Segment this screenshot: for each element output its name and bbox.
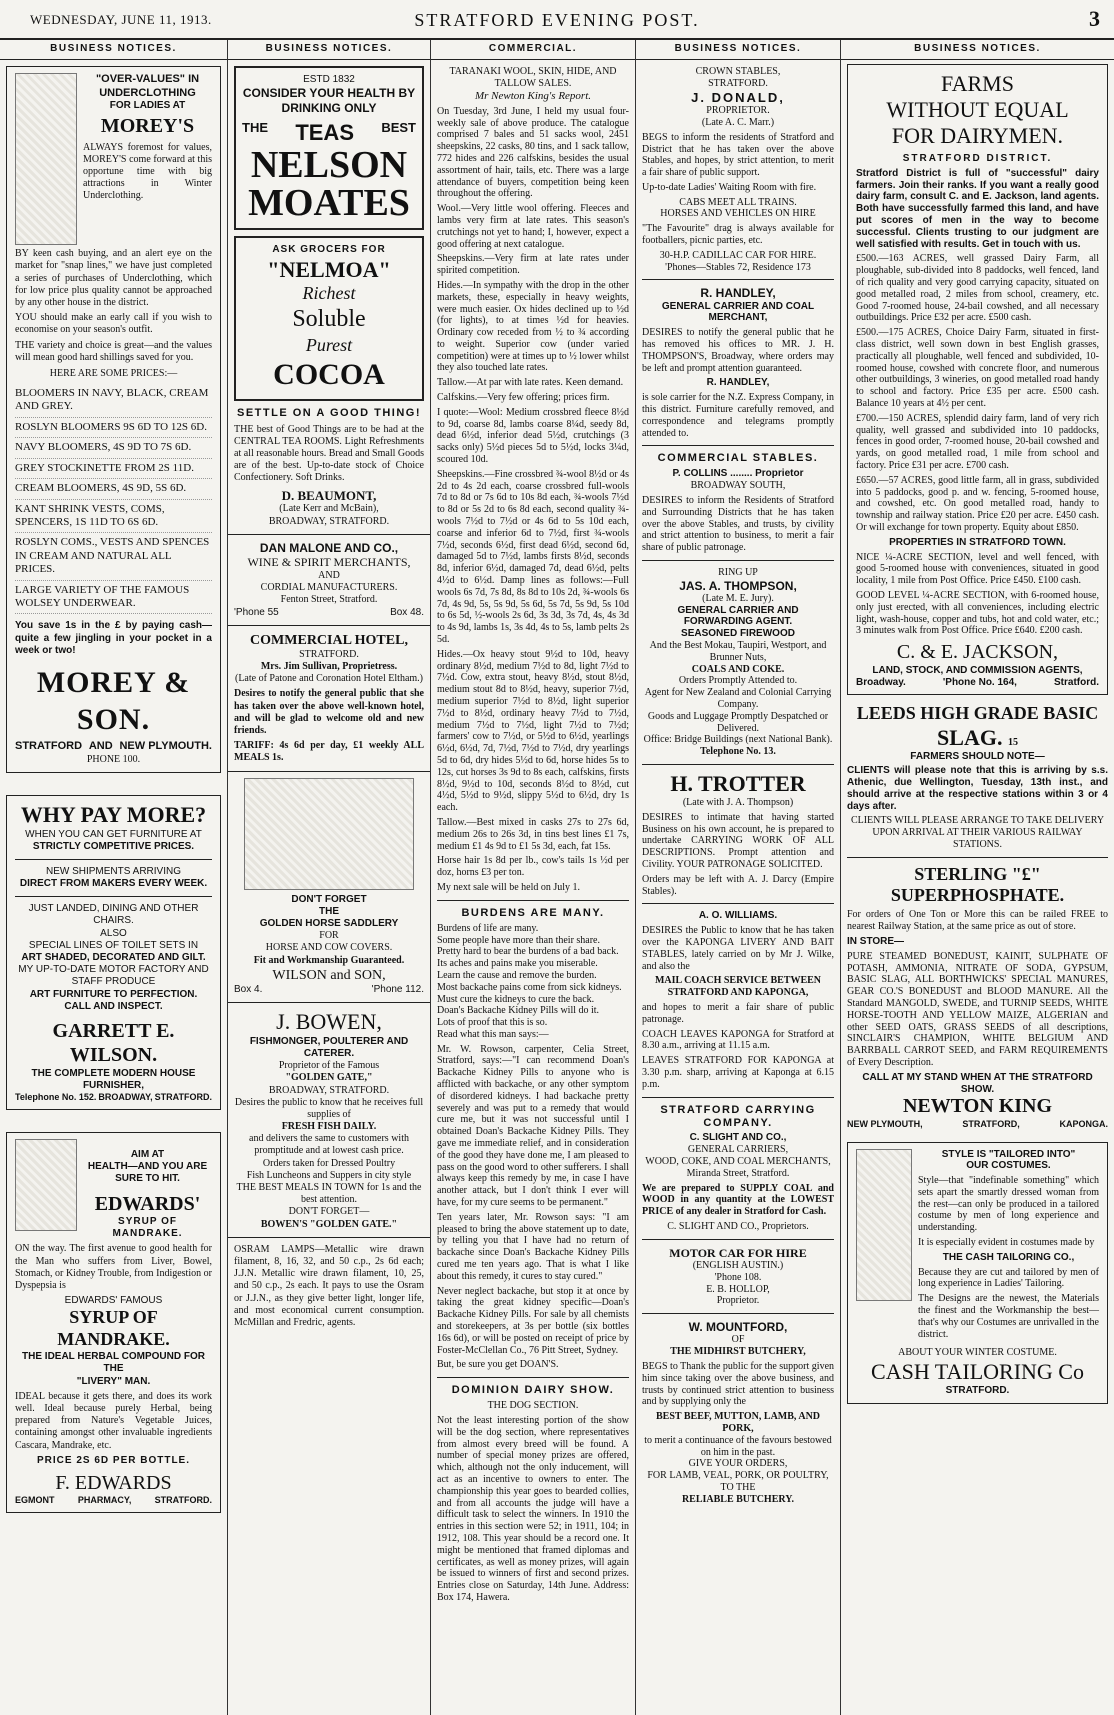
trotter-late: (Late with J. A. Thompson) xyxy=(682,797,794,808)
nelson-moates-tea-advert xyxy=(234,66,424,230)
morey-save-line: You save 1s in the £ by paying cash—quite a few jingling in your pocket in a week or two! xyxy=(15,620,212,656)
location: STRATFORD, xyxy=(962,1118,1020,1129)
thompson-ring: RING UP xyxy=(718,566,758,578)
saddlery-line: THE xyxy=(319,905,339,917)
settle-para: THE best of Good Things are to be had at the CENTRAL TEA ROOMS. Light Refreshments at all reasonable hours. Bread and Small Goods are of the best. Up-to-date stock of Choice Confectionery. Soft Drinks. xyxy=(234,423,424,484)
wool-para: Sheepskins.—Fine crossbred ¾-wool 8½d or 4s 2d to 4s 2d each, coarse crossbred full-wools 7d to 8d or 7s 6d to 10s 8d each, ¾-wools 7½d to 8d or 5s 2d to 6s 8d each, second quality ¾-wools 7½d to 7½d or 4s 6d to 5s 10d each, coarse and inferior 6d to 7½d, first ¾-wools 7½d, seconds 6½d, first dead 6½d, second 6d, damaged 5d to 7½d, lambs firsts 8½d, seconds 8d, inferior 6½d, damaged 7d, dead 6½d, pelts 4½d to 6½d. Damp lines as follows:—Full wools 6s 7d, 7s 8d, 8s 8d to 10s 2d, ¾-wools 6s 7d, 4s 9d, 5s, 5s 9d, 5s 6d, 5s 7d, 5s 9d, 5s 10d to 6s 5d, ½-wools 2s 6d, 3s 3d, 3s 7d, 4s, 4s 3d to 4s 9d, lambs 1s, 3s 4d, 4s to 5s, lamb pelts 2s 5d. xyxy=(437,468,629,646)
handley-name-2: R. HANDLEY, xyxy=(706,377,770,389)
jackson-firm: C. & E. JACKSON, xyxy=(896,641,1059,664)
farms-props-heading: PROPERTIES IN STRATFORD TOWN. xyxy=(889,536,1066,548)
bowen-dont: DON'T FORGET— xyxy=(288,1206,370,1218)
column-4 xyxy=(636,40,840,1715)
malone-phone: 'Phone 55 xyxy=(234,606,279,618)
edwards-para-2: IDEAL because it gets there, and does its work well. Ideal because purely Herbal, being prepared from Nature's Vegetable Juices, containing amongst other invaluable ingredients Cascara, Mandrake, etc. xyxy=(15,1390,212,1451)
paper-title: STRATFORD EVENING POST. xyxy=(414,10,700,30)
slag-para-1: CLIENTS will please note that this is arriving by s.s. Athenic, due Wellington, Tuesday, 13th inst., and should arrive at the respective stations within 3 or 4 days after. xyxy=(847,765,1108,812)
wool-para: Hides.—Ox heavy stout 9½d to 10d, heavy ordinary 8½d, medium 7½d to 8d, light 7½d to 7½d. Cow, extra stout, heavy 8½d, stout 8½d, medium stout 8d to 8½d, heavy, superior 7½d, medium superior 7½d to 8½d, light superior 7½d to 8½d, ordinary heavy 7½d to 7½d, medium 7½d to 7½d, light 7½d to 7½d; farmers' cow to 7½d, or 5½d to 6½d, yearlings 6½d, 6½d, 7d, 7½d, 7½d to 7½d, dry yearlings 5d to 6d, dry hides 5½d to 6d, horse hides 5s to 12s, cut horses 3s 9d to 8s each, calfskins, firsts 8½d, 9½d to 10d, seconds 8½d to 8½d, cut 4½d, 5½d to 9½d, slippy 5½d to 6½d, dry 1s each. xyxy=(437,648,629,814)
wool-para: My next sale will be held on July 1. xyxy=(437,881,581,893)
farms-advert xyxy=(847,64,1108,695)
cash-town: STRATFORD. xyxy=(945,1385,1010,1397)
price-item: ROSLYN COMS., VESTS AND SPENCES IN CREAM AND NATURAL ALL PRICES. xyxy=(15,533,212,580)
farm-item: £500.—175 ACRES, Choice Dairy Farm, situated in first-class district, well sown down in best English grasses, practically all ploughable, well fenced and subdivided, 10-roomed house, cowshed with concrete floor, and numerous other outbuildings, 3 wineries, on good metalled road handy to school and factory. Price £35 per acre. £500 cash. Balance 10 years at 4½ per cent. xyxy=(856,327,1099,409)
column-3 xyxy=(431,40,635,1715)
handley-trade: GENERAL CARRIER AND COAL MERCHANT, xyxy=(661,300,815,324)
garrett-line: WHEN YOU CAN GET FURNITURE AT xyxy=(25,828,202,840)
tea-ring-text: CONSIDER YOUR HEALTH BY DRINKING ONLY xyxy=(242,86,416,115)
garrett-line: ART SHADED, DECORATED AND GILT. xyxy=(21,952,206,964)
farms-heading-3: FOR DAIRYMEN. xyxy=(891,123,1064,149)
morey-heading-3: FOR LADIES AT xyxy=(109,100,186,111)
trotter-orders: Orders may be left with A. J. Darcy (Empire Stables). xyxy=(642,873,834,897)
garrett-line: DIRECT FROM MAKERS EVERY WEEK. xyxy=(19,878,208,890)
slight-para: We are prepared to SUPPLY COAL and WOOD in any quantity at the LOWEST PRICE of any dealer in Stratford for Cash. xyxy=(642,1182,834,1218)
malone-name: DAN MALONE AND CO., xyxy=(259,540,399,555)
newton-king-advert xyxy=(841,703,1114,1129)
tea-moates: MOATES xyxy=(248,182,410,225)
morey-heading-1: "OVER-VALUES" IN xyxy=(95,73,200,86)
edwards-name: EDWARDS' xyxy=(94,1192,201,1215)
beaumont-addr: BROADWAY, STRATFORD. xyxy=(268,515,390,527)
garrett-line: CALL AND INSPECT. xyxy=(64,1000,163,1012)
slag-percent: 15 xyxy=(1007,736,1018,748)
burdens-later: Ten years later, Mr. Rowson says: "I am pleased to bring the above statement up to date, by telling you that I have had no return of backache since Doan's Backache Kidney Pills cured me ten years ago. That is what I like about this remedy, it cures to stay cured." xyxy=(437,1211,629,1282)
williams-mail: MAIL COACH SERVICE BETWEEN STRATFORD AND KAPONGA, xyxy=(654,975,822,999)
location: KAPONGA. xyxy=(1059,1118,1108,1129)
burdens-lines xyxy=(437,923,629,1041)
town-property: GOOD LEVEL ¼-ACRE SECTION, with 6-roomed house, only just erected, with all conveniences, including electric light, wash-house, copper and tubs, hot and cold water, etc.; 3 minutes walk from Post Office. Price £640. £200 cash. xyxy=(856,589,1099,637)
burden-line: Most backache pains come from sick kidneys. xyxy=(437,981,622,993)
dairy-heading: DOMINION DAIRY SHOW. xyxy=(451,1384,615,1397)
motor-name: E. B. HOLLOP, xyxy=(706,1283,770,1295)
bowen-advert xyxy=(228,1009,430,1231)
garrett-line: STRICTLY COMPETITIVE PRICES. xyxy=(32,840,195,852)
location: STRATFORD xyxy=(15,740,83,753)
morey-advert xyxy=(6,66,221,773)
morey-firm-name: MOREY & SON. xyxy=(36,665,191,736)
slight-addr: Miranda Street, Stratford. xyxy=(686,1167,790,1179)
hotel-tariff: TARIFF: 4s 6d per day, £1 weekly ALL MEALS 1s. xyxy=(234,740,424,764)
commercial-hotel-advert xyxy=(228,632,430,765)
bowen-name: J. BOWEN, xyxy=(276,1008,382,1034)
tea-best: BEST xyxy=(381,119,416,135)
wool-para: Wool.—Very little wool offering. Fleeces and lambs very firm at late rates. This season's crutchings not yet to hand; I, however, expect a good offering at next catalogue. xyxy=(437,203,629,250)
trotter-name: H. TROTTER xyxy=(670,771,806,797)
beaumont-advert xyxy=(228,407,430,528)
williams-para-2: and hopes to merit a fair share of public patronage. xyxy=(642,1001,834,1025)
hotel-town: STRATFORD. xyxy=(299,648,359,660)
bowen-prop: Proprietor of the Famous xyxy=(278,1060,380,1072)
williams-coach-2: LEAVES STRATFORD FOR KAPONGA at 3.30 p.m. sharp, arriving at Kaponga at 6.15 p.m. xyxy=(642,1055,834,1090)
wool-para: Tallow.—Best mixed in casks 27s to 27s 6d, medium 26s to 26s 3d, in tins best lines £1 7s, medium £1 4s 9d to £1 5s 3d, each, fat 15s. xyxy=(437,816,629,852)
saddlery-line: FOR xyxy=(319,930,339,942)
mountford-for: FOR LAMB, VEAL, PORK, OR POULTRY, TO THE xyxy=(647,1470,829,1493)
price-item: ROSLYN BLOOMERS 9S 6D TO 12S 6D. xyxy=(15,418,212,438)
wool-para: Calfskins.—Very few offering; prices firm. xyxy=(437,392,610,404)
bowen-desires: Desires the public to know that he receives full supplies of xyxy=(234,1096,424,1120)
newton-king-locations xyxy=(847,1119,1108,1130)
farms-heading-2: WITHOUT EQUAL xyxy=(886,97,1069,123)
column-header: BUSINESS NOTICES. xyxy=(228,40,430,60)
tea-nelson: NELSON xyxy=(250,144,408,187)
morey-para-1: ALWAYS foremost for values, MOREY'S come forward at this opportune time with big attractions in Winter Underclothing. xyxy=(83,141,212,202)
saddlery-box: Box 4. xyxy=(234,983,263,995)
mountford-title: THE MIDHIRST BUTCHERY, xyxy=(670,1346,806,1358)
location: NEW PLYMOUTH, xyxy=(847,1118,923,1129)
mountford-give: GIVE YOUR ORDERS, xyxy=(688,1458,788,1470)
lady-costume-illustration xyxy=(856,1149,912,1301)
column-header: BUSINESS NOTICES. xyxy=(841,40,1114,60)
wool-para: Sheepskins.—Very firm at late rates under spirited competition. xyxy=(437,253,629,277)
crown-town: STRATFORD. xyxy=(708,77,768,89)
crown-room: Up-to-date Ladies' Waiting Room with fire. xyxy=(642,181,817,193)
garrett-contact xyxy=(15,1092,212,1103)
burden-line: Its aches and pains make you miserable. xyxy=(437,958,598,970)
thompson-late: (Late M. E. Jury). xyxy=(702,592,774,604)
cash-tailoring-advert xyxy=(847,1142,1108,1405)
town: STRATFORD. xyxy=(154,1092,212,1103)
cash-about: ABOUT YOUR WINTER COSTUME. xyxy=(898,1347,1057,1359)
handley-para-2: is sole carrier for the N.Z. Express Company, in this district. Furniture carefully removed, and correspondence and telegrams promptly attended to. xyxy=(642,392,834,439)
garrett-line: NEW SHIPMENTS ARRIVING xyxy=(45,865,181,877)
edwards-aim: AIM AT xyxy=(130,1149,165,1161)
thompson-agent: Agent for New Zealand and Colonial Carrying Company. xyxy=(644,687,832,711)
garrett-wilson-advert xyxy=(6,795,221,1110)
osram-advert: OSRAM LAMPS—Metallic wire drawn filament, 8, 16, 32, and 50 c.p., 2s 6d each; J.J.N. Metallic wire drawn filament, 10, 25, and 50 c.p., 2s each. It pays to use the Osram or J.J.N., as they give better light, longer life, and most economical current consumption. McMillan and Fredric, agents. xyxy=(234,1243,424,1328)
price-item: NAVY BLOOMERS, 4S 9D TO 7S 6D. xyxy=(15,438,212,458)
cocoa-richest: Richest xyxy=(302,283,356,304)
why-pay-more-heading: WHY PAY MORE? xyxy=(20,801,207,827)
edwards-ideal: THE IDEAL HERBAL COMPOUND FOR THE xyxy=(22,1351,205,1375)
hunter-illustration xyxy=(15,1139,77,1231)
jackson-trade: LAND, STOCK, AND COMMISSION AGENTS, xyxy=(872,664,1083,676)
thompson-goods: Goods and Luggage Promptly Despatched or Delivered. xyxy=(647,710,829,734)
crown-para: BEGS to inform the residents of Stratford and District that he has taken over the above Stables, and hopes, by strict attention, to merit a fair share of public support. xyxy=(642,131,834,179)
farms-intro: Stratford District is full of "successful" dairy farmers. Join their ranks. If you want a really good dairy farm, consult C. and E. Jackson, land agents. Both have successfully farmed this land, and have put scores of men in the way to become successful. Clients trusting to our judgment are well satisfied with results. Get in touch with us. xyxy=(856,167,1099,250)
bowen-trade: FISHMONGER, POULTERER AND CATERER. xyxy=(249,1035,409,1059)
slag-farmers: FARMERS SHOULD NOTE— xyxy=(910,750,1045,762)
burden-line: Learn the cause and remove the burden. xyxy=(437,969,597,981)
beaumont-late: (Late Kerr and McBain), xyxy=(279,503,379,515)
morey-heading-4: MOREY'S xyxy=(100,115,195,138)
tea-teas: TEAS xyxy=(295,119,354,145)
garrett-tagline: THE COMPLETE MODERN HOUSE FURNISHER, xyxy=(31,1067,196,1091)
call-at-stand: CALL AT MY STAND WHEN AT THE STRATFORD SHOW. xyxy=(862,1071,1093,1095)
cocoa-soluble: Soluble xyxy=(292,306,366,333)
mountford-para: BEGS to Thank the public for the support given him since taking over the above business, and trusts by continued strict attention to business and by supplying only the xyxy=(642,1360,835,1408)
wool-para: On Tuesday, 3rd June, I held my usual four-weekly sale of above produce. The catalogue comprised 7 bales and 51 sacks wool, 2451 sheepskins, 22 casks, 80 tins, and 1 sack tallow, 772 hides and 226 calfskins, besides the usual assortment of hair, tails, etc. There was a large attendance of buyers, competition being keen throughout the offering. xyxy=(437,105,629,200)
bowen-gate: BOWEN'S "GOLDEN GATE." xyxy=(260,1218,398,1230)
thompson-coke: COALS AND COKE. xyxy=(691,663,785,675)
commercial-stables-heading: COMMERCIAL STABLES. xyxy=(657,452,819,465)
hotel-late: (Late of Patone and Coronation Hotel Eltham.) xyxy=(234,673,423,685)
morey-phone: PHONE 100. xyxy=(86,753,141,765)
tea-the: THE xyxy=(242,119,268,135)
handley-para: DESIRES to notify the general public that he has removed his offices to MR. J. H. THOMPSON'S, Broadway, where orders may be left and prompt attention guaranteed. xyxy=(642,327,834,374)
motor-heading: MOTOR CAR FOR HIRE xyxy=(669,1245,807,1260)
cocoa-word: COCOA xyxy=(273,357,385,391)
sterling-heading: STERLING "£" xyxy=(914,863,1041,884)
burden-line: Must cure the kidneys to cure the back. xyxy=(437,993,595,1005)
burden-line: Doan's Backache Kidney Pills will do it. xyxy=(437,1005,600,1017)
cash-para-1: Style—that "indefinable something" which sets apart the smartly dressed woman from the rest—can only be produced in a tailored costume by men of long experience and understanding. xyxy=(918,1175,1099,1234)
garrett-line: MY UP-TO-DATE MOTOR FACTORY AND STAFF PRODUCE xyxy=(18,964,209,988)
cash-para-2: It is especially evident in costumes made by xyxy=(918,1237,1095,1249)
saddlery-line: GOLDEN HORSE SADDLERY xyxy=(259,917,399,929)
thompson-orders: Orders Promptly Attended to. xyxy=(678,675,798,687)
edwards-advert xyxy=(6,1132,221,1513)
crown-title: CROWN STABLES, xyxy=(695,66,781,78)
morey-para-4: THE variety and choice is great—and the values will mean good hard shillings saved for you. xyxy=(15,339,212,363)
jackson-contact xyxy=(856,677,1099,689)
garrett-line: ART FURNITURE TO PERFECTION. xyxy=(29,988,198,1000)
saddlery-line: DON'T FORGET xyxy=(291,893,367,905)
hotel-proprietress: Mrs. Jim Sullivan, Proprietress. xyxy=(260,661,398,673)
bowen-fish: FRESH FISH DAILY. xyxy=(281,1121,377,1133)
beaumont-name: D. BEAUMONT, xyxy=(281,487,377,503)
cash-heading-1: STYLE IS "TAILORED INTO" xyxy=(941,1148,1076,1160)
price-item: LARGE VARIETY OF THE FAMOUS WOLSEY UNDERWEAR. xyxy=(15,581,212,615)
crown-drag: "The Favourite" drag is always available for footballers, picnic parties, etc. xyxy=(642,223,834,247)
trotter-para: DESIRES to intimate that having started Business on his own account, he is prepared to undertake CARRYING WORK OF ALL DESCRIPTIONS. Prompt attention and Civility. YOUR PATRONAGE SOLICITED. xyxy=(642,811,834,870)
edwards-price: PRICE 2S 6D PER BOTTLE. xyxy=(36,1454,191,1466)
location: AND xyxy=(88,740,113,753)
cash-firm-small: THE CASH TAILORING CO., xyxy=(942,1251,1075,1263)
morey-locations xyxy=(15,740,212,753)
crown-hire: HORSES AND VEHICLES ON HIRE xyxy=(660,208,816,220)
morey-heading-2: UNDERCLOTHING xyxy=(99,86,196,99)
horse-illustration xyxy=(244,778,414,890)
column-5 xyxy=(841,40,1114,1715)
cash-firm: CASH TAILORING Co xyxy=(871,1359,1084,1385)
lady-figure-illustration xyxy=(15,73,77,245)
bowen-lunch: Fish Luncheons and Suppers in city style xyxy=(246,1169,412,1181)
slight-sig: C. SLIGHT AND CO., Proprietors. xyxy=(667,1221,809,1233)
burden-line: Pretty hard to bear the burdens of a bad back. xyxy=(437,946,619,958)
collins-addr: BROADWAY SOUTH, xyxy=(690,480,786,492)
wool-para: I quote:—Wool: Medium crossbred fleece 8½d to 9d, coarse 8d, lambs coarse 8¼d, seedy 8d, dead 6½d, inferior dead 5½d, crutchings (3 sacks only) 5½d pieces 5d to 5½d, locks 3¼d, scoured 10d. xyxy=(437,406,629,466)
slag-word: SLAG. xyxy=(937,724,1003,750)
motor-sub: (ENGLISH AUSTIN.) xyxy=(692,1260,784,1271)
malone-address: Fenton Street, Stratford. xyxy=(280,594,378,606)
location: PHARMACY, xyxy=(77,1495,132,1506)
malone-box: Box 48. xyxy=(390,606,424,618)
crown-late: (Late A. C. Marr.) xyxy=(701,116,775,128)
nelmoa-cocoa-advert xyxy=(234,236,424,401)
saddlery-advert xyxy=(228,778,430,996)
thompson-tel: Telephone No. 13. xyxy=(700,746,776,758)
estd-line: ESTD 1832 xyxy=(303,74,355,86)
jackson-loc: Broadway. xyxy=(856,676,906,688)
cash-heading-2: OUR COSTUMES. xyxy=(966,1160,1051,1172)
mountford-best: BEST BEEF, MUTTON, LAMB, AND PORK, xyxy=(655,1411,821,1434)
edwards-famous: EDWARDS' FAMOUS xyxy=(64,1295,163,1307)
williams-para: DESIRES the Public to know that he has taken over the KAPONGA LIVERY AND BAIT STABLES, lately carried on by Mr J. Wilke, and also the xyxy=(642,925,834,972)
cash-para-3: Because they are cut and tailored by men of long experience in Ladies' Tailoring. xyxy=(918,1266,1099,1290)
slight-trade: GENERAL CARRIERS, xyxy=(687,1144,789,1156)
saddlery-phone: 'Phone 112. xyxy=(371,983,424,995)
town-property: NICE ¼-ACRE SECTION, level and well fenced, with good 5-roomed house with conveniences, situated in good locality, 1 mile from Post Office. Price £450. £100 cash. xyxy=(856,551,1099,587)
price-item: CREAM BLOOMERS, 4S 9D, 5S 6D. xyxy=(15,479,212,499)
motor-prop: Proprietor. xyxy=(716,1295,760,1307)
williams-coach-1: COACH LEAVES KAPONGA for Stratford at 8.30 a.m., arriving at 11.15 a.m. xyxy=(642,1028,834,1052)
burdens-never: Never neglect backache, but stop it at once by taking the great kidney specific—Doan's Backache Kidney Pills. For sale by all chemists and storekeepers, at 3s per bottle (six bottles 16s 6d), or will be posted on receipt of price by Foster-McClellan Co., 76 Pitt Street, Sydney. xyxy=(437,1285,629,1356)
cocoa-name: "NELMOA" xyxy=(267,256,391,282)
slight-name: C. SLIGHT AND CO., xyxy=(689,1132,787,1144)
thompson-name: JAS. A. THOMPSON, xyxy=(679,578,797,593)
garrett-line: JUST LANDED, DINING AND OTHER CHAIRS. xyxy=(28,903,199,927)
instore-list: PURE STEAMED BONEDUST, KAINIT, SULPHATE OF POTASH, AMMONIA, NITRATE OF SODA, GYPSUM, BASIC SLAG, ALL BORTHWICKS' SPECIAL MANURES, GEAR CO.'S BONEDUST and BLOOD MANURE. All the Standard MANGOLD, SWEDE, and TURNIP SEEDS, WHITE HORSE-TOOTH AND YELLOW MAIZE, ALGERIAN and other SEED OATS, GRASS SEEDS of all descriptions, SINCLAIR'S CHAMPION, WHITE BELGIUM AND BARRBALL CARROT SEED, and FARM REQUIREMENTS of Every Description. xyxy=(847,950,1108,1068)
price-item: KANT SHRINK VESTS, COMS, SPENCERS, 1S 11D TO 6S 6D. xyxy=(15,500,212,534)
hotel-para: Desires to notify the general public that she has taken over the above well-known hotel, and will be glad to welcome old and new friends. xyxy=(234,688,424,737)
burdens-testimony: Mr. W. Rowson, carpenter, Celia Street, Stratford, says:—"I can recommend Doan's Backache Kidney Pills to anyone who is afflicted with backache, or any other symptom of disordered kidneys. I had backache pretty severely and was put to a remedy that would cure me, but it was not successful until I obtained Doan's Backache Kidney Pills. They gave me immediate relief, and in consideration of the good they have done me, I am pleased to pass on the good word to other sufferers. I shall always keep this remedy by me, in case I have another attack, but I don't think I ever will have, for my cure seems to be permanent." xyxy=(437,1043,629,1209)
burdens-but: But, be sure you get DOAN'S. xyxy=(437,1359,559,1371)
hotel-name: COMMERCIAL HOTEL, xyxy=(250,632,408,648)
edwards-health: HEALTH—AND YOU ARE SURE TO HIT. xyxy=(87,1161,208,1185)
farms-district: STRATFORD DISTRICT. xyxy=(902,153,1053,165)
garrett-line: ALSO xyxy=(100,927,127,939)
cocoa-purest: Purest xyxy=(305,334,353,355)
thompson-coal: And the Best Mokau, Taupiri, Westport, and Brunner Nuts, xyxy=(649,640,827,663)
bowen-address: BROADWAY, STRATFORD. xyxy=(268,1084,390,1096)
saddlery-line: Fit and Workmanship Guaranteed. xyxy=(253,954,405,966)
malone-advert xyxy=(228,541,430,619)
farms-heading-1: FARMS xyxy=(941,71,1014,97)
location: EGMONT xyxy=(15,1495,55,1506)
settle-heading: SETTLE ON A GOOD THING! xyxy=(236,407,421,420)
saddlery-firm: WILSON and SON, xyxy=(272,967,386,983)
crown-cabs: CABS MEET ALL TRAINS. xyxy=(679,196,797,208)
edwards-big-syrup: SYRUP OF MANDRAKE. xyxy=(57,1307,170,1350)
thompson-office: Office: Bridge Buildings (next National Bank). xyxy=(643,734,833,746)
mountford-of: OF xyxy=(731,1334,745,1346)
bowen-best: THE BEST MEALS IN TOWN for 1s and the best attention. xyxy=(236,1182,422,1206)
morey-para-3: YOU should make an early call if you wish to economise on your season's outfit. xyxy=(15,312,212,336)
farm-item: £650.—57 ACRES, good little farm, all in grass, subdivided into 5 paddocks, good p. and w. fencing, 5-roomed house, and cowshed, etc. On good metalled road, handy to township and railway station. Price £20 per acre. £450 cash. Or will exchange for town property. Equity about £850. xyxy=(856,474,1099,533)
crown-car: 30-H.P. CADILLAC CAR FOR HIRE. xyxy=(659,249,817,261)
location: NEW PLYMOUTH. xyxy=(119,740,212,753)
garrett-firm-name: GARRETT E. WILSON. xyxy=(52,1019,175,1067)
jackson-town: Stratford. xyxy=(1054,676,1099,688)
price-item: BLOOMERS IN NAVY, BLACK, CREAM AND GREY. xyxy=(15,384,212,418)
wool-title: TARANAKI WOOL, SKIN, HIDE, AND TALLOW SALES. xyxy=(449,66,617,89)
bowen-golden-gate: "GOLDEN GATE," xyxy=(285,1072,373,1084)
column-header: BUSINESS NOTICES. xyxy=(636,40,840,60)
cocoa-ask: ASK GROCERS FOR xyxy=(272,244,386,256)
wool-para: Tallow.—At par with late rates. Keen demand. xyxy=(437,377,624,389)
wool-subtitle: Mr Newton King's Report. xyxy=(474,89,592,102)
burdens-heading: BURDENS ARE MANY. xyxy=(461,906,605,919)
edwards-firm: F. EDWARDS xyxy=(55,1471,172,1494)
burden-line: Lots of proof that this is so. xyxy=(437,1017,548,1029)
crown-phones: 'Phones—Stables 72, Residence 173 xyxy=(665,261,811,273)
collins-para: DESIRES to inform the Residents of Stratford and Surrounding Districts that he has taken over the above Stables, and trusts, by civility and strict attention to business, to merit a fair share of public patronage. xyxy=(642,494,834,554)
mountford-merit: to merit a continuance of the favours bestowed on him in the past. xyxy=(644,1434,832,1458)
mountford-reliable: RELIABLE BUTCHERY. xyxy=(681,1493,795,1505)
malone-line: CORDIAL MANUFACTURERS. xyxy=(260,582,398,594)
slag-heading-2 xyxy=(847,725,1108,751)
newton-king-firm: NEWTON KING xyxy=(902,1095,1053,1118)
jackson-phone: 'Phone No. 164, xyxy=(942,676,1017,688)
masthead xyxy=(0,0,1114,40)
motor-phone: 'Phone 108. xyxy=(714,1271,762,1283)
burden-line: Read what this man says:— xyxy=(437,1028,549,1040)
crown-name: J. DONALD, xyxy=(691,89,785,105)
morey-prices-heading: HERE ARE SOME PRICES:— xyxy=(49,367,178,379)
slight-wood: WOOD, COKE, AND COAL MERCHANTS, xyxy=(645,1156,831,1168)
garrett-line: SPECIAL LINES OF TOILET SETS IN xyxy=(28,939,199,951)
dairy-para: Not the least interesting portion of the show will be the dog section, where representatives from almost every breed will be found. A number of special money prizes are offered, which, although not the only inducement, will act as an incentive to owners to enter. The championship this year goes to bearded collies, and from all accounts the judge will have a difficult task to select the winners. In 1910 the entries in this section were 52; in 1911, 104; in 1912, 108. This year should be a record one. It might be mentioned that framed diplomas and certificates, as well as money prizes, will again be issued to winners of first and second prizes. Entries close on Saturday, 14th June. Address: Box 174, Hawera. xyxy=(437,1414,629,1603)
slight-heading: STRATFORD CARRYING COMPANY. xyxy=(660,1103,816,1129)
morey-para-2: BY keen cash buying, and an alert eye on the market for "snap lines," we have just completed a series of purchases of Underclothing, which for low price plus quality cannot be approached by any other house in the district. xyxy=(15,248,212,308)
edwards-livery: "LIVERY" MAN. xyxy=(76,1375,151,1387)
cash-para-4: The Designs are the newest, the Materials the finest and the Workmanship the best—that's why our Costumes are unrivalled in the district. xyxy=(918,1293,1099,1340)
handley-name: R. HANDLEY, xyxy=(700,286,776,301)
telephone: Telephone No. 152. xyxy=(15,1092,97,1103)
location: STRATFORD. xyxy=(154,1495,212,1506)
page-number: 3 xyxy=(1089,6,1100,31)
collins-name: P. COLLINS ........ Proprietor xyxy=(672,468,804,480)
farm-item: £500.—163 ACRES, well grassed Dairy Farm, all ploughable, sub-divided into 8 paddocks, well fenced, land of rich quality and very good carrying capacity, situated on good metalled road, 2 miles from school, creamery, etc. Good 7-roomed house, 24-bail cowshed, and all necessary outbuildings. Price £32 per acre. £500 cash. xyxy=(856,253,1099,324)
slag-heading-1: LEEDS HIGH GRADE BASIC xyxy=(856,703,1099,724)
burden-line: Some people have more than their share. xyxy=(437,934,600,946)
williams-name: A. O. WILLIAMS. xyxy=(698,910,778,922)
instore-label: IN STORE— xyxy=(847,935,905,947)
malone-line: WINE & SPIRIT MERCHANTS, xyxy=(247,555,411,570)
burden-line: Burdens of life are many. xyxy=(437,922,539,934)
farm-item: £700.—150 ACRES, splendid dairy farm, land of very rich quality, well grassed and subdivided into 10 paddocks, fences in good order, 7-roomed house, 20-bail cowshed and yards, on good metalled road, 1 mile from school and factory. Price £31 per acre. £700 cash. xyxy=(856,412,1099,471)
column-header: BUSINESS NOTICES. xyxy=(0,40,227,60)
column-header: COMMERCIAL. xyxy=(431,40,635,60)
price-item: GREY STOCKINETTE FROM 2S 11D. xyxy=(15,459,212,479)
dairy-sub: THE DOG SECTION. xyxy=(487,1400,579,1412)
issue-date: WEDNESDAY, JUNE 11, 1913. xyxy=(30,12,212,27)
slag-para-2: CLIENTS WILL PLEASE ARRANGE TO TAKE DELIVERY UPON ARRIVAL AT THEIR VARIOUS RAILWAY STATIONS. xyxy=(850,815,1105,851)
super-orders: For orders of One Ton or More this can be railed FREE to nearest Railway Station, at the same price as out of store. xyxy=(847,909,1108,933)
edwards-para-1: ON the way. The first avenue to good health for the Man who suffers from Liver, Bowel, Stomach, or Kidney Trouble, from Indigestion or Dyspepsia is xyxy=(15,1243,212,1291)
column-2 xyxy=(228,40,430,1715)
bowen-orders: Orders taken for Dressed Poultry xyxy=(262,1157,396,1169)
super-heading: SUPERPHOSPHATE. xyxy=(890,885,1065,906)
bowen-delivers: and delivers the same to customers with promptitude and at lowest cash price. xyxy=(249,1133,409,1157)
wool-para: Horse hair 1s 8d per lb., cow's tails 1s ½d per doz, horns £3 per ton. xyxy=(437,855,629,879)
wool-para: Hides.—In sympathy with the drop in the other markets, these, especially in heavy weights, were much easier. Ox hides declined up to ½d (for lights), to at times ½d for heavies. Ordinary cow receded from ½ to ¾ according to weight. Superior cow (under varied competition) were at times up to ½ lower whilst they also touched late rates. xyxy=(437,279,629,374)
street: BROADWAY, xyxy=(98,1092,153,1103)
edwards-locations xyxy=(15,1495,212,1506)
saddlery-line: HORSE AND COW COVERS. xyxy=(265,942,393,954)
edwards-syrup: SYRUP OF MANDRAKE. xyxy=(112,1216,183,1240)
morey-price-list xyxy=(15,384,212,614)
thompson-trade: GENERAL CARRIER AND FORWARDING AGENT. xyxy=(677,604,799,628)
column-1 xyxy=(0,40,227,1715)
malone-line: AND xyxy=(318,570,340,582)
crown-prop: PROPRIETOR. xyxy=(706,105,770,117)
mountford-name: W. MOUNTFORD, xyxy=(688,1320,788,1335)
thompson-wood: SEASONED FIREWOOD xyxy=(681,628,795,640)
